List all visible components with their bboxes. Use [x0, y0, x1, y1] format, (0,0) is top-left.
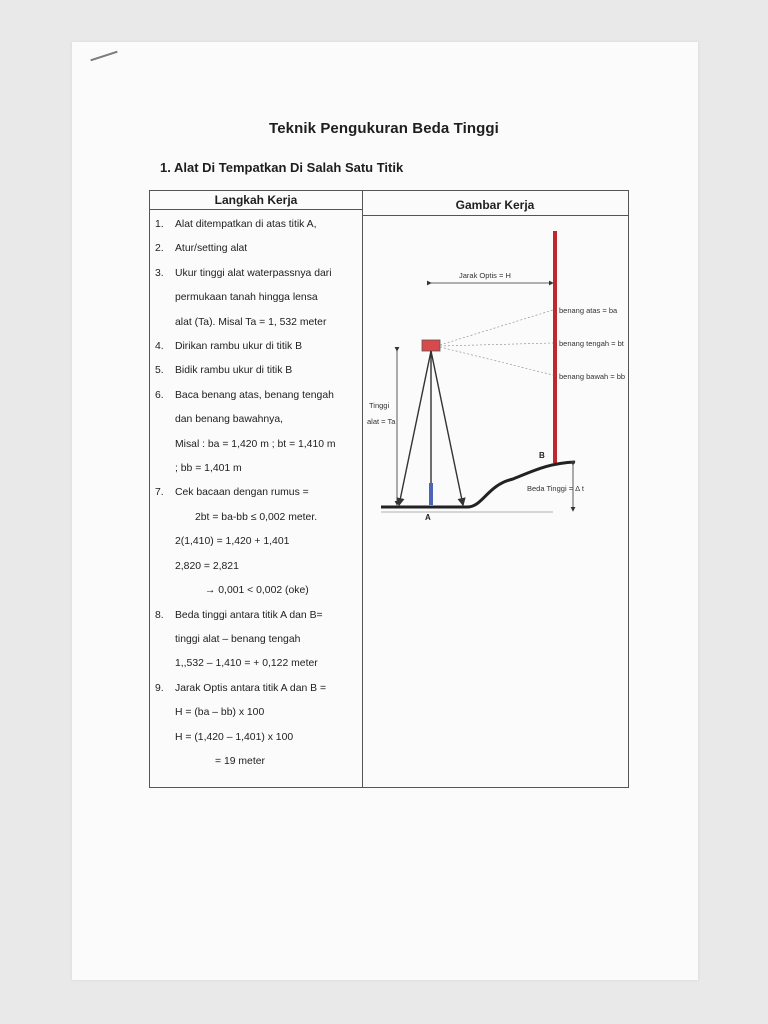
sight-line-bottom: [440, 347, 553, 375]
step-row: [155, 311, 360, 335]
step-number: 7.: [155, 487, 164, 499]
benang-tengah-label: benang tengah = bt: [559, 339, 624, 348]
steps-list: [155, 213, 360, 774]
step-number: 3.: [155, 267, 164, 279]
step-number: [155, 311, 175, 335]
plumb-rod: [429, 483, 433, 505]
step-text: Jarak Optis antara titik A dan B =: [175, 682, 327, 694]
step-row: [155, 555, 360, 579]
step-number: 2.: [155, 243, 164, 255]
step-row: [155, 701, 360, 725]
step-number: 9.: [155, 682, 164, 694]
step-text: Dirikan rambu ukur di titik B: [175, 341, 303, 353]
step-row: [155, 726, 360, 750]
step-row: [155, 579, 360, 603]
step-row: [155, 457, 360, 481]
step-row: [155, 604, 360, 628]
step-text: H = (1,420 – 1,401) x 100: [175, 731, 294, 743]
section-heading: 1. Alat Di Tempatkan Di Salah Satu Titik: [160, 160, 404, 175]
tinggi-label-line2: alat = Ta: [367, 417, 396, 426]
step-text: 2(1,410) = 1,420 + 1,401: [175, 536, 290, 548]
step-text: Baca benang atas, benang tengah: [175, 389, 334, 401]
column-header-langkah-kerja: Langkah Kerja: [214, 193, 298, 207]
step-text: 1,,532 – 1,410 = + 0,122 meter: [175, 658, 318, 670]
column-header-gambar-kerja: Gambar Kerja: [455, 198, 535, 212]
step-text: H = (ba – bb) x 100: [175, 707, 265, 719]
step-number: 4.: [155, 341, 164, 353]
step-row: [155, 433, 360, 457]
step-row: [155, 359, 360, 383]
header-divider-left: [150, 209, 362, 210]
step-text: dan benang bawahnya,: [175, 414, 284, 426]
step-number: [155, 433, 175, 457]
step-text: 2,820 = 2,821: [175, 560, 239, 572]
sight-line-top: [440, 310, 553, 345]
step-number: 5.: [155, 365, 164, 377]
point-a-label: A: [425, 513, 431, 522]
step-number: [155, 750, 175, 774]
step-row: [155, 677, 360, 701]
step-text: 2bt = ba-bb ≤ 0,002 meter.: [195, 511, 318, 523]
step-number: [155, 628, 175, 652]
step-number: [155, 457, 175, 481]
step-row: [155, 628, 360, 652]
step-number: [155, 701, 175, 725]
step-row: [155, 750, 360, 774]
tinggi-label-line1: Tinggi: [369, 401, 390, 410]
step-row: [155, 213, 360, 237]
step-text: Bidik rambu ukur di titik B: [175, 365, 293, 377]
step-number: [155, 286, 175, 310]
step-number: [155, 726, 175, 750]
step-number: [155, 579, 175, 603]
step-text: tinggi alat – benang tengah: [175, 633, 301, 645]
step-number: 1.: [155, 219, 164, 230]
tripod-leg-right: [431, 351, 463, 505]
step-text: Cek bacaan dengan rumus =: [175, 487, 309, 499]
sight-line-middle: [440, 343, 553, 346]
level-instrument: [422, 340, 440, 351]
step-row: [155, 506, 360, 530]
optical-distance-label: Jarak Optis = H: [459, 271, 511, 280]
step-row: [155, 335, 360, 359]
step-text: ; bb = 1,401 m: [175, 463, 242, 475]
step-row: [155, 481, 360, 505]
step-row: [155, 530, 360, 554]
point-b-label: B: [539, 451, 545, 460]
step-number: [155, 530, 175, 554]
step-row: [155, 384, 360, 408]
step-number: 8.: [155, 609, 164, 621]
step-text: Alat ditempatkan di atas titik A,: [175, 219, 317, 230]
step-row: [155, 262, 360, 286]
step-text: Atur/setting alat: [175, 243, 248, 255]
step-row: [155, 652, 360, 676]
step-row: [155, 408, 360, 432]
tripod-leg-left: [399, 351, 431, 505]
step-number: 6.: [155, 389, 164, 401]
step-row: [155, 237, 360, 261]
benang-bawah-label: benang bawah = bb: [559, 372, 626, 381]
step-text: → 0,001 < 0,002 (oke): [205, 585, 309, 597]
beda-tinggi-label: Beda Tinggi = Δ t: [527, 484, 584, 493]
benang-atas-label: benang atas = ba: [559, 306, 618, 315]
step-text: permukaan tanah hingga lensa: [175, 292, 318, 304]
leveling-diagram: [363, 215, 626, 535]
step-number: [155, 408, 175, 432]
step-text: Ukur tinggi alat waterpassnya dari: [175, 267, 332, 279]
step-text: Misal : ba = 1,420 m ; bt = 1,410 m: [175, 438, 336, 450]
step-number: [155, 652, 175, 676]
step-text: Beda tinggi antara titik A dan B=: [175, 609, 323, 621]
step-number: [155, 506, 175, 530]
step-row: [155, 286, 360, 310]
step-text: = 19 meter: [215, 755, 265, 767]
step-number: [155, 555, 175, 579]
document-title: Teknik Pengukuran Beda Tinggi: [269, 120, 499, 137]
step-text: alat (Ta). Misal Ta = 1, 532 meter: [175, 316, 327, 328]
